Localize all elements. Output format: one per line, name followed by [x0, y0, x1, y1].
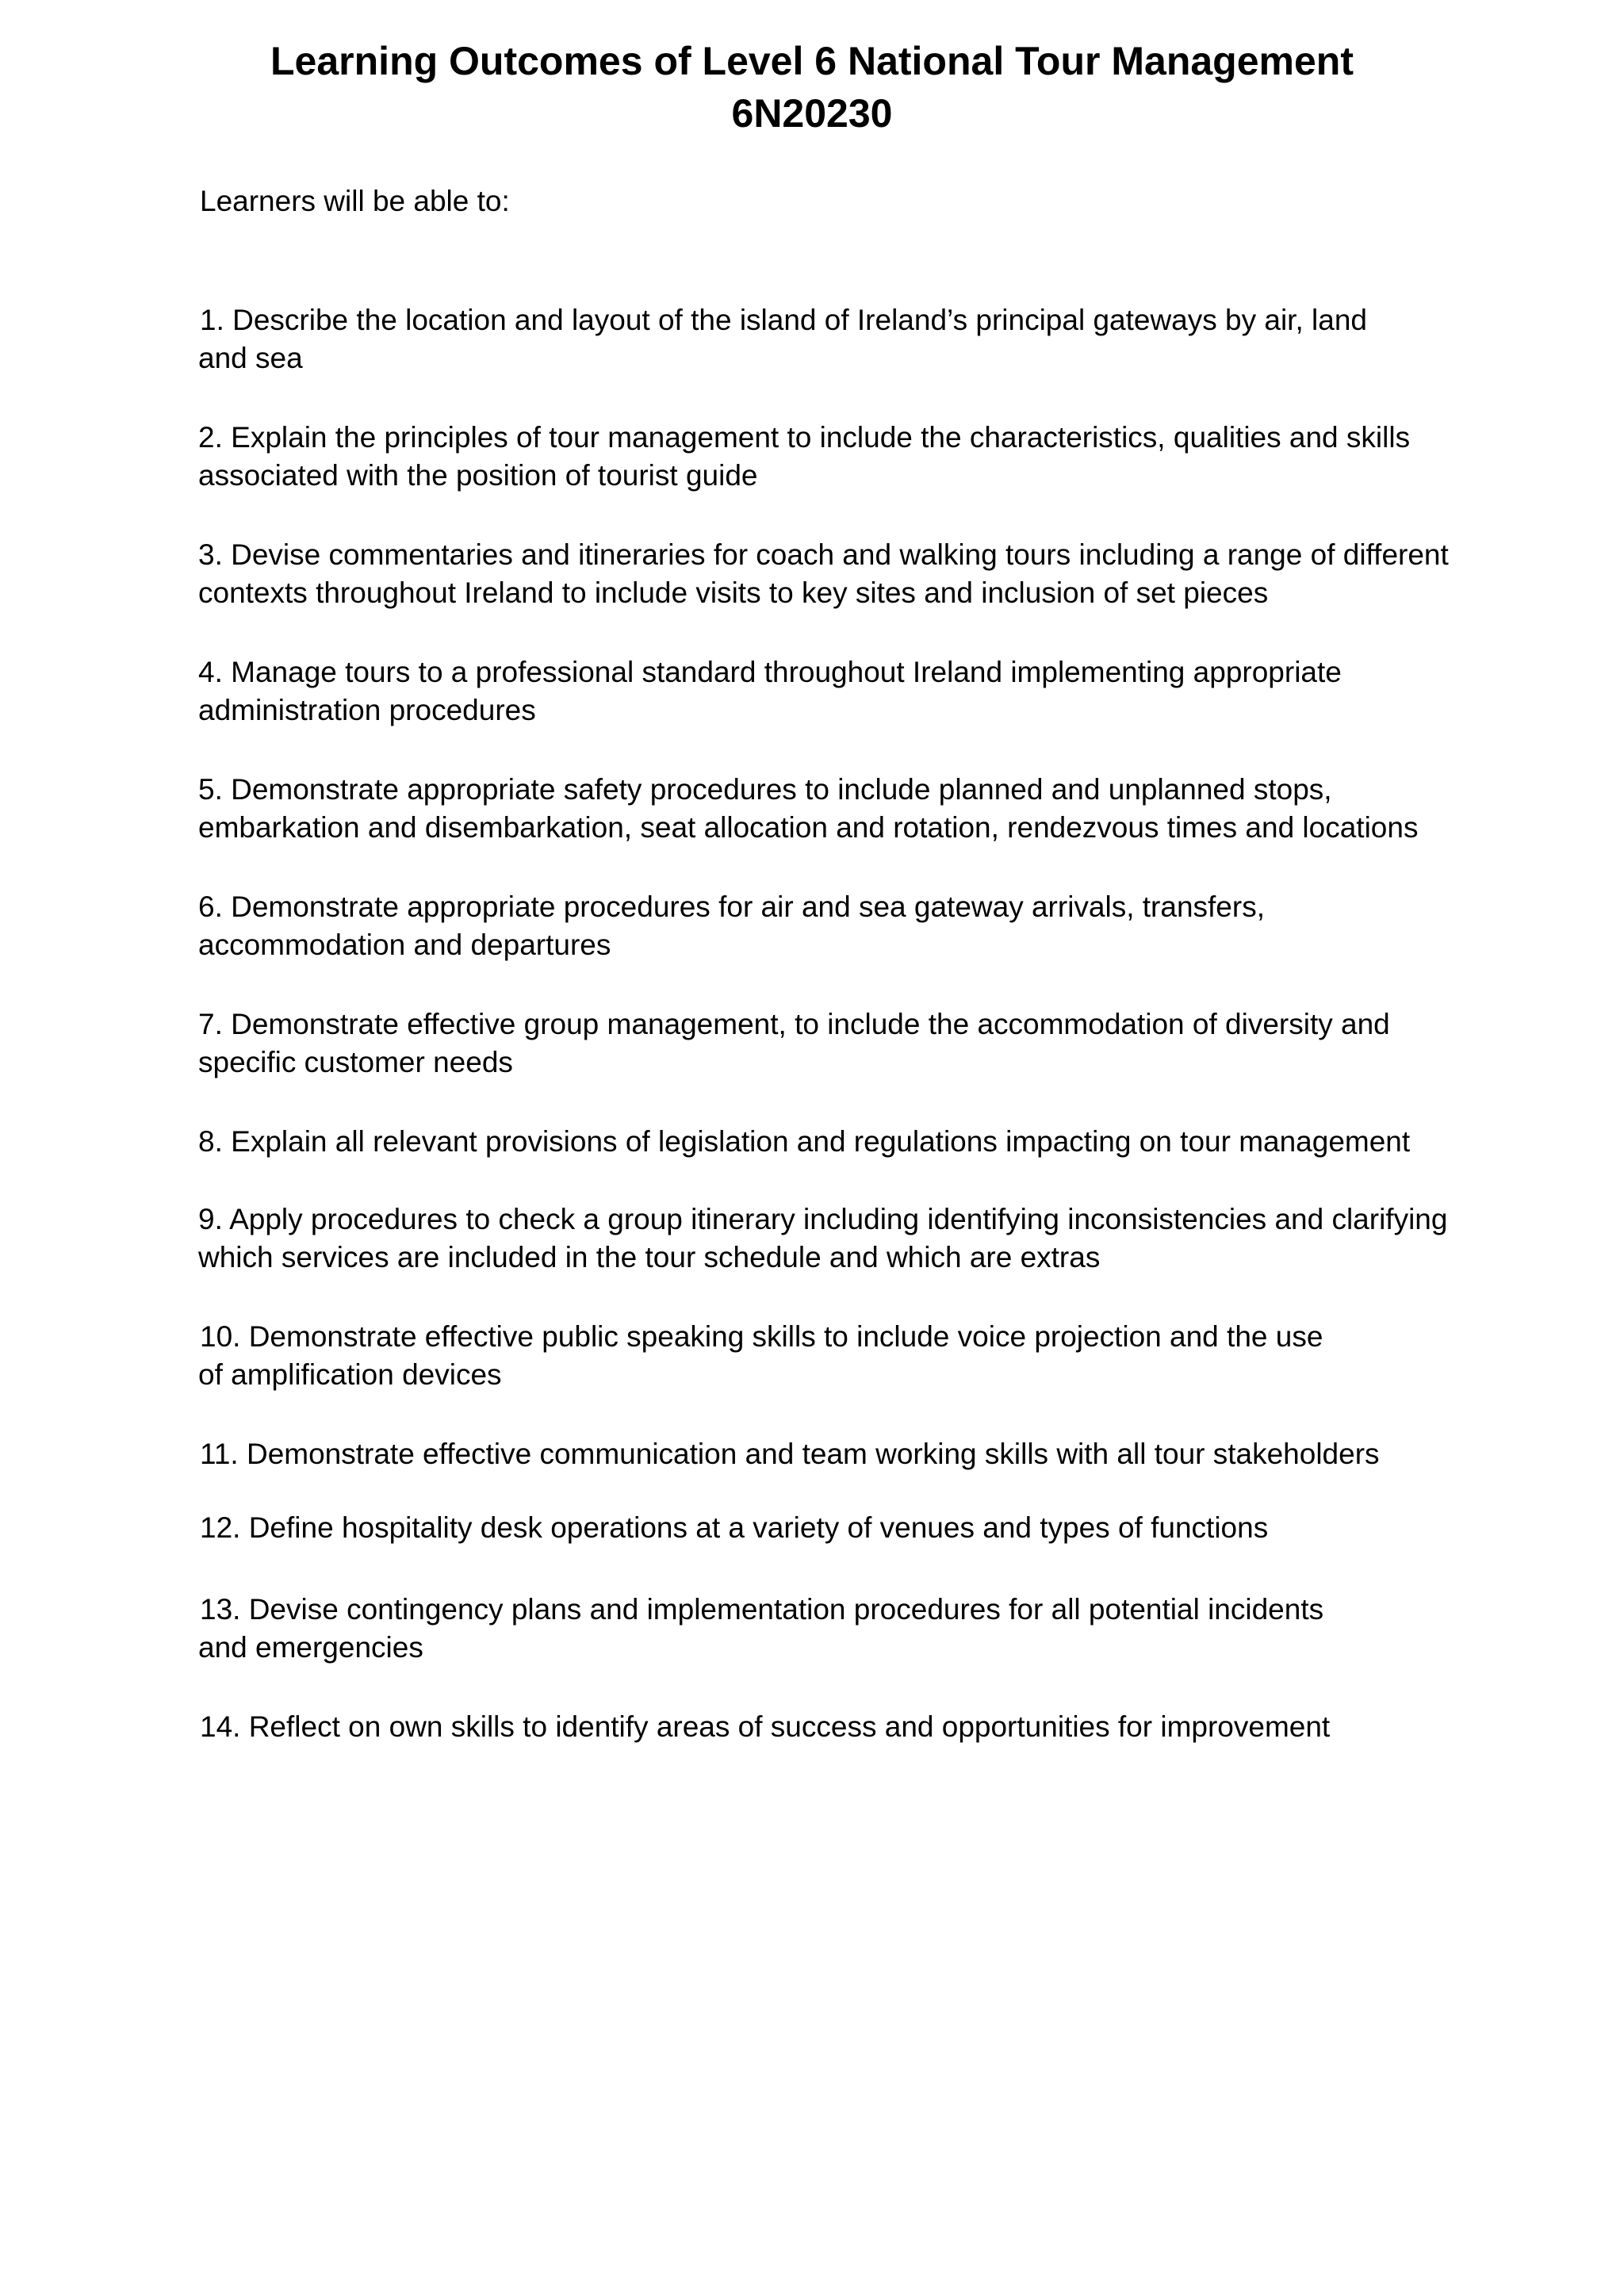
outcome-line: specific customer needs: [198, 1046, 513, 1078]
outcome-item: [198, 1123, 1435, 1161]
outcome-line: 12. Define hospitality desk operations at a variety of venues and types of functions: [200, 1511, 1269, 1544]
outcome-line: and sea: [198, 342, 303, 374]
page-title: Learning Outcomes of Level 6 National Tour Management: [270, 39, 1354, 83]
outcome-item: [198, 1435, 1435, 1473]
outcome-line: contexts throughout Ireland to include visits to key sites and inclusion of set pieces: [198, 576, 1269, 609]
outcome-line: of amplification devices: [198, 1358, 502, 1391]
outcome-item: [198, 536, 1449, 612]
outcome-line: and emergencies: [198, 1631, 423, 1664]
outcome-line: 14. Reflect on own skills to identify areas of success and opportunities for improvement: [200, 1710, 1331, 1743]
outcome-line: 13. Devise contingency plans and implementation procedures for all potential incidents: [200, 1593, 1324, 1626]
outcome-line: 8. Explain all relevant provisions of legislation and regulations impacting on tour management: [198, 1125, 1411, 1158]
outcome-line: 4. Manage tours to a professional standard throughout Ireland implementing appropriate: [198, 656, 1342, 688]
outcome-item: [198, 1318, 1435, 1394]
intro-text: Learners will be able to:: [200, 185, 510, 217]
outcome-line: 9. Apply procedures to check a group itinerary including identifying inconsistencies and clarifying: [198, 1203, 1448, 1235]
outcome-line: accommodation and departures: [198, 929, 611, 961]
outcome-line: 11. Demonstrate effective communication and team working skills with all tour stakeholders: [200, 1438, 1380, 1470]
outcome-item: [198, 1509, 1435, 1547]
outcome-line: 6. Demonstrate appropriate procedures for air and sea gateway arrivals, transfers,: [198, 890, 1265, 923]
outcome-line: embarkation and disembarkation, seat allocation and rotation, rendezvous times and locations: [198, 811, 1419, 844]
outcome-item: [198, 888, 1435, 964]
outcome-item: [198, 771, 1435, 847]
outcome-item: [198, 653, 1435, 730]
outcome-line: 7. Demonstrate effective group management, to include the accommodation of diversity and: [198, 1008, 1390, 1040]
module-code: 6N20230: [731, 91, 893, 136]
outcome-line: administration procedures: [198, 694, 536, 726]
outcome-item: [198, 1708, 1435, 1746]
outcome-line: 10. Demonstrate effective public speaking skills to include voice projection and the use: [200, 1320, 1323, 1353]
outcome-line: 3. Devise commentaries and itineraries for coach and walking tours including a range of different: [198, 538, 1449, 571]
outcome-line: 2. Explain the principles of tour management to include the characteristics, qualities and skills: [198, 421, 1411, 454]
outcome-item: [198, 1005, 1435, 1082]
outcome-line: 5. Demonstrate appropriate safety procedures to include planned and unplanned stops,: [198, 773, 1332, 806]
outcome-item: [198, 1591, 1435, 1667]
outcome-item: [198, 1201, 1448, 1277]
outcome-line: which services are included in the tour schedule and which are extras: [198, 1241, 1101, 1273]
outcome-item: [198, 419, 1435, 495]
outcome-line: 1. Describe the location and layout of the island of Ireland’s principal gateways by air, land: [200, 304, 1367, 336]
outcome-line: associated with the position of tourist guide: [198, 459, 758, 492]
outcome-item: [198, 301, 1435, 377]
